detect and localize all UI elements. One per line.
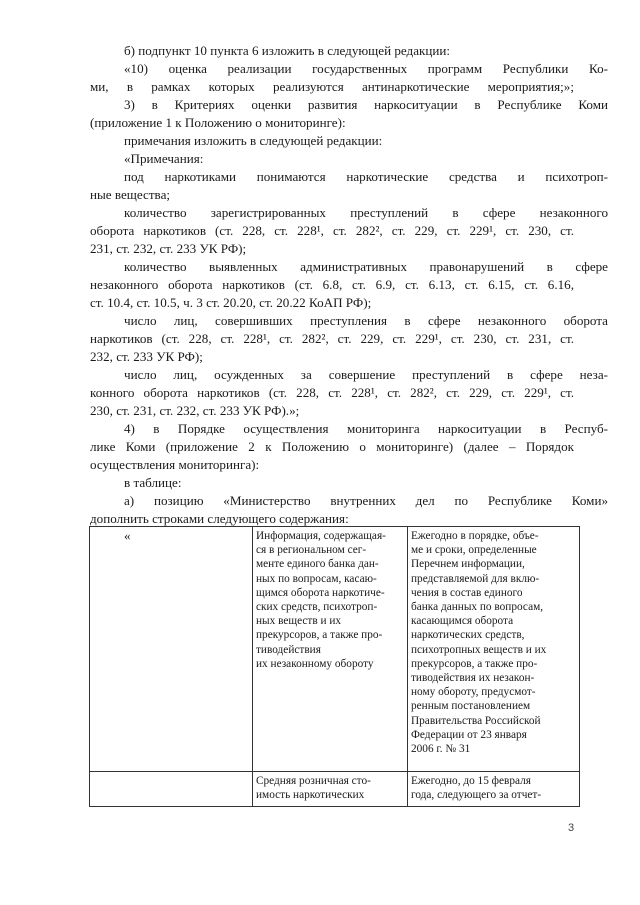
text-line: оборота наркотиков (ст. 228, ст. 228¹, ст. 282², ст. 229, ст. 229¹, ст. 230, ст. <box>90 223 574 238</box>
cell-text: Ежегодно в порядке, объе- ме и сроки, определенные Перечнем информации, представляемой для вклю- чения в состав единого банка данных по вопросам, касающимся оборота наркотических средств, психотропных веществ и их прекурсоров, а также про- тиводействия их незакон- ному обороту, предусмот- ренным постановлением Правительства Российской Федерации от 23 января 2006 г. № 31 <box>411 530 547 756</box>
text-line: дополнить строками следующего содержания: <box>90 511 349 526</box>
text-line: 3) в Критериях оценки развития наркоситуации в Республике Коми <box>124 97 608 112</box>
text-line: в таблице: <box>124 475 182 490</box>
text-line: число лиц, совершивших преступления в сфере незаконного оборота <box>124 313 608 328</box>
text-line: 231, ст. 232, ст. 233 УК РФ); <box>90 241 247 256</box>
text-line: (приложение 1 к Положению о мониторинге): <box>90 115 346 130</box>
text-line: 232, ст. 233 УК РФ); <box>90 349 203 364</box>
table-cell-schedule <box>408 772 580 807</box>
text-line: «10) оценка реализации государственных программ Республики Ко- <box>124 61 608 76</box>
table-cell-empty <box>90 527 253 772</box>
text-line: 4) в Порядке осуществления мониторинга наркоситуации в Респуб- <box>124 421 608 436</box>
text-line: ные вещества; <box>90 187 171 202</box>
text-line: а) позицию «Министерство внутренних дел по Республике Коми» <box>124 493 608 508</box>
text-line: 230, ст. 231, ст. 232, ст. 233 УК РФ).»; <box>90 403 300 418</box>
text-line: конного оборота наркотиков (ст. 228, ст. 228¹, ст. 282², ст. 229, ст. 229¹, ст. <box>90 385 574 400</box>
text-line: ст. 10.4, ст. 10.5, ч. 3 ст. 20.20, ст. 20.22 КоАП РФ); <box>90 295 372 310</box>
text-line: б) подпункт 10 пункта 6 изложить в следующей редакции: <box>124 43 451 58</box>
text-line: «Примечания: <box>124 151 204 166</box>
text-line: лике Коми (приложение 2 к Положению о мониторинге) (далее – Порядок <box>90 439 574 454</box>
table-cell-information <box>253 772 408 807</box>
text-line: под наркотиками понимаются наркотические средства и психотроп- <box>124 169 608 184</box>
table-cell-information <box>253 527 408 772</box>
text-line: наркотиков (ст. 228, ст. 228¹, ст. 282², ст. 229, ст. 229¹, ст. 230, ст. 231, ст. <box>90 331 574 346</box>
table-cell-schedule <box>408 527 580 772</box>
text-line: примечания изложить в следующей редакции: <box>124 133 383 148</box>
monitoring-table <box>89 526 580 807</box>
table-cell-empty <box>90 772 253 807</box>
text-line: осуществления мониторинга): <box>90 457 260 472</box>
cell-text: Ежегодно, до 15 февраля года, следующего за отчет- <box>411 775 542 802</box>
cell-text: Средняя розничная сто- имость наркотических <box>256 775 371 802</box>
table-row <box>90 772 580 807</box>
opening-quote: « <box>124 528 131 543</box>
text-line: ми, в рамках которых реализуются антинаркотические мероприятия;»; <box>90 79 574 94</box>
text-line: количество выявленных административных правонарушений в сфере <box>124 259 608 274</box>
cell-text: Информация, содержащая- ся в региональном сег- менте единого банка дан- ных по вопросам, касаю- щимся оборота наркотиче- ских средств, психотроп- ных веществ и их прекурсоров, а также про- тиводействия их незаконному обороту <box>256 530 386 670</box>
text-line: незаконного оборота наркотиков (ст. 6.8, ст. 6.9, ст. 6.13, ст. 6.15, ст. 6.16, <box>90 277 574 292</box>
page-number: 3 <box>568 822 575 834</box>
table-row <box>90 527 580 772</box>
text-line: количество зарегистрированных преступлений в сфере незаконного <box>124 205 608 220</box>
text-line: число лиц, осужденных за совершение преступлений в сфере неза- <box>124 367 608 382</box>
